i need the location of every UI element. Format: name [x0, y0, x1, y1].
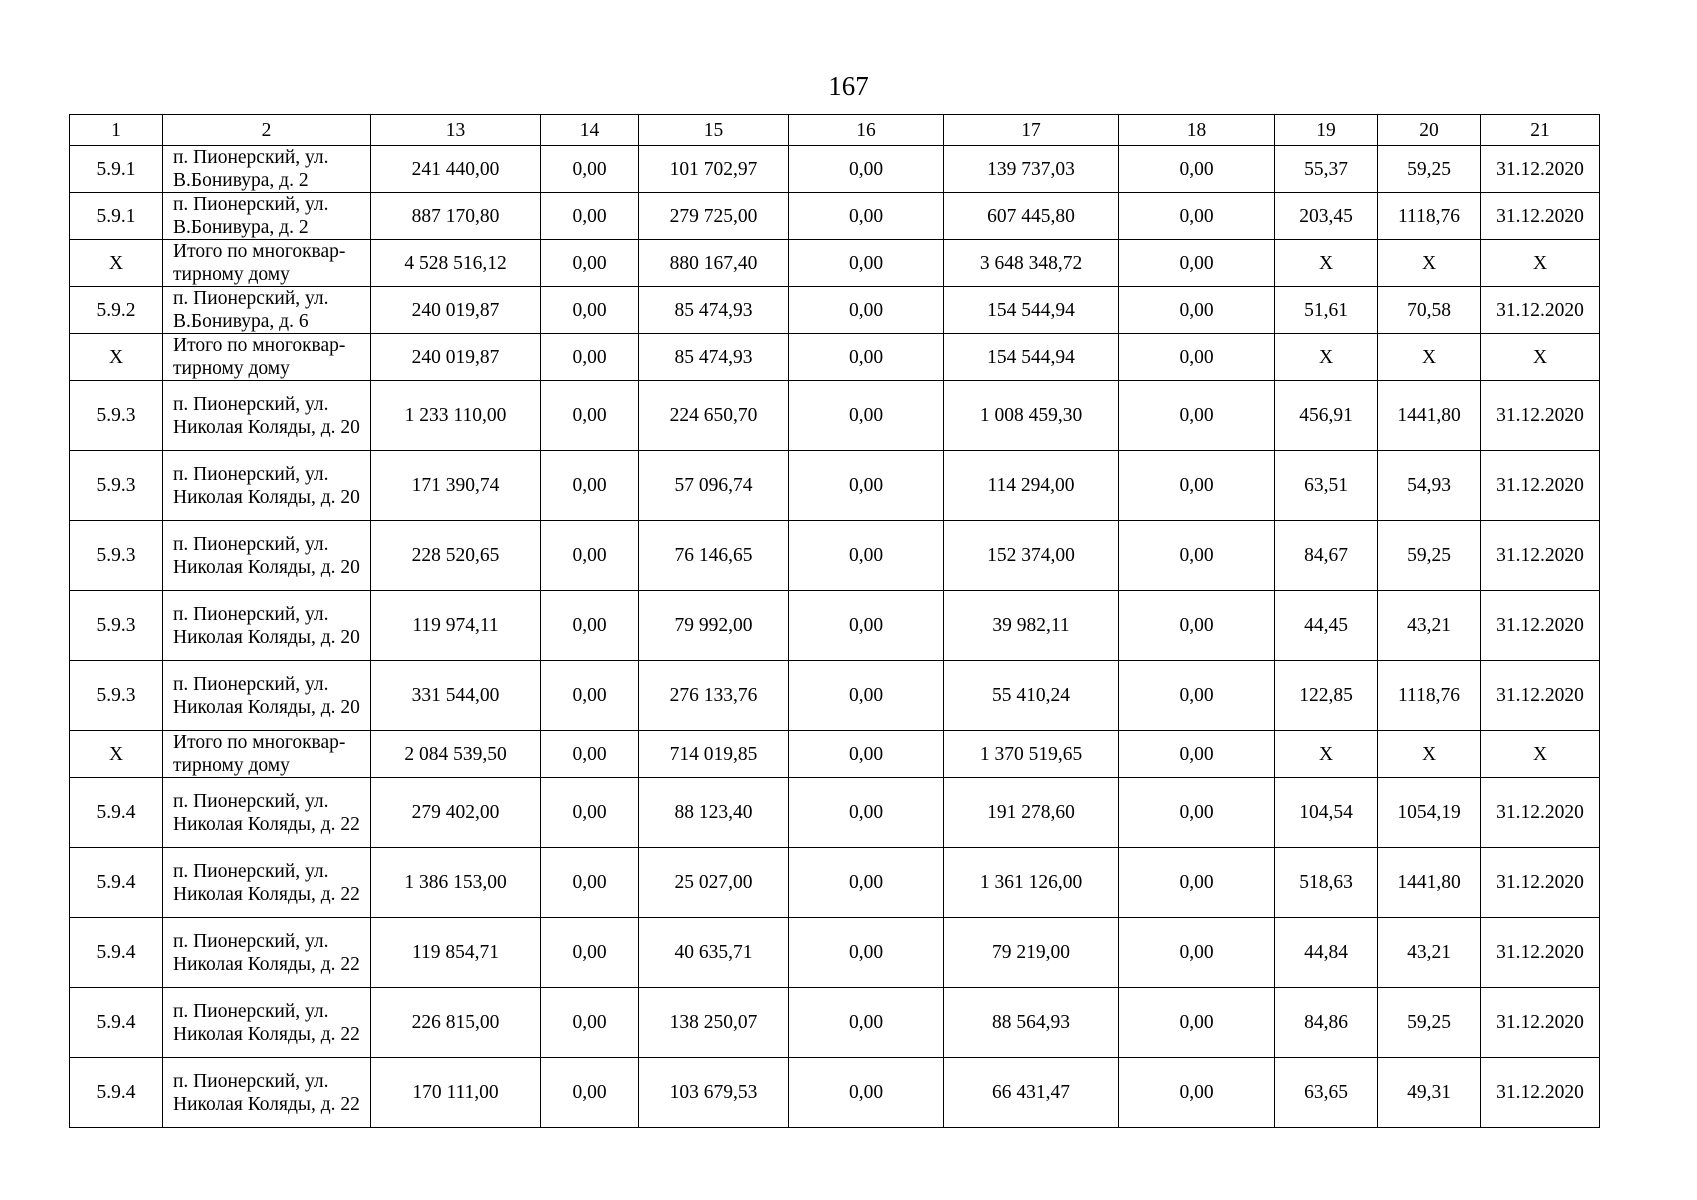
- cell-col-15: 88 123,40: [639, 778, 789, 848]
- cell-col-14: 0,00: [541, 918, 639, 988]
- cell-col-21: Х: [1481, 240, 1600, 287]
- cell-address: п. Пионерский, ул. Николая Коляды, д. 22: [163, 918, 371, 988]
- table-row: [70, 918, 1600, 988]
- cell-col-18: 0,00: [1119, 240, 1275, 287]
- table-row: [70, 778, 1600, 848]
- table-row: [70, 988, 1600, 1058]
- cell-col-17: 154 544,94: [944, 287, 1119, 334]
- cell-col-18: 0,00: [1119, 287, 1275, 334]
- page-number: 167: [828, 71, 869, 101]
- cell-col-13: 331 544,00: [371, 661, 541, 731]
- column-header-col-13: 13: [371, 115, 541, 146]
- cell-col-19: 122,85: [1275, 661, 1378, 731]
- cell-col-19: 44,45: [1275, 591, 1378, 661]
- cell-col-15: 101 702,97: [639, 146, 789, 193]
- cell-col-14: 0,00: [541, 381, 639, 451]
- cell-col-16: 0,00: [789, 988, 944, 1058]
- cell-row-number: 5.9.3: [70, 591, 163, 661]
- column-header-col-18: 18: [1119, 115, 1275, 146]
- cell-col-19: 104,54: [1275, 778, 1378, 848]
- cell-col-20: 1441,80: [1378, 848, 1481, 918]
- cell-col-20: 59,25: [1378, 988, 1481, 1058]
- cell-col-20: 49,31: [1378, 1058, 1481, 1128]
- cell-col-16: 0,00: [789, 381, 944, 451]
- cell-col-21: 31.12.2020: [1481, 1058, 1600, 1128]
- cell-col-19: Х: [1275, 240, 1378, 287]
- cell-col-13: 226 815,00: [371, 988, 541, 1058]
- cell-col-21: 31.12.2020: [1481, 918, 1600, 988]
- cell-col-18: 0,00: [1119, 778, 1275, 848]
- cell-row-number: 5.9.4: [70, 918, 163, 988]
- cell-address: п. Пионерский, ул. Николая Коляды, д. 20: [163, 381, 371, 451]
- cell-col-15: 224 650,70: [639, 381, 789, 451]
- cell-col-13: 119 854,71: [371, 918, 541, 988]
- cell-col-17: 1 361 126,00: [944, 848, 1119, 918]
- cell-col-20: 1054,19: [1378, 778, 1481, 848]
- cell-col-17: 88 564,93: [944, 988, 1119, 1058]
- cell-col-18: 0,00: [1119, 381, 1275, 451]
- cell-col-19: 203,45: [1275, 193, 1378, 240]
- cell-col-21: 31.12.2020: [1481, 381, 1600, 451]
- cell-address: п. Пионерский, ул. Николая Коляды, д. 20: [163, 521, 371, 591]
- column-header-col-16: 16: [789, 115, 944, 146]
- cell-address: п. Пионерский, ул. Николая Коляды, д. 22: [163, 1058, 371, 1128]
- cell-col-18: 0,00: [1119, 731, 1275, 778]
- cell-col-17: 3 648 348,72: [944, 240, 1119, 287]
- cell-col-21: Х: [1481, 731, 1600, 778]
- cell-col-17: 152 374,00: [944, 521, 1119, 591]
- cell-col-21: 31.12.2020: [1481, 193, 1600, 240]
- cell-row-number: 5.9.4: [70, 1058, 163, 1128]
- cell-address: п. Пионерский, ул. Николая Коляды, д. 20: [163, 661, 371, 731]
- cell-row-number: 5.9.3: [70, 661, 163, 731]
- cell-col-14: 0,00: [541, 287, 639, 334]
- cell-row-number: 5.9.1: [70, 146, 163, 193]
- column-header-col-21: 21: [1481, 115, 1600, 146]
- cell-col-14: 0,00: [541, 146, 639, 193]
- cell-col-21: 31.12.2020: [1481, 778, 1600, 848]
- cell-col-14: 0,00: [541, 1058, 639, 1128]
- data-table: [69, 114, 1600, 1128]
- cell-col-15: 25 027,00: [639, 848, 789, 918]
- cell-col-18: 0,00: [1119, 146, 1275, 193]
- cell-col-15: 85 474,93: [639, 287, 789, 334]
- cell-col-20: 43,21: [1378, 591, 1481, 661]
- cell-address: п. Пионерский, ул. Николая Коляды, д. 20: [163, 591, 371, 661]
- cell-col-17: 154 544,94: [944, 334, 1119, 381]
- column-header-row-number: 1: [70, 115, 163, 146]
- cell-col-13: 240 019,87: [371, 287, 541, 334]
- cell-col-18: 0,00: [1119, 521, 1275, 591]
- cell-col-21: 31.12.2020: [1481, 848, 1600, 918]
- cell-col-20: 1441,80: [1378, 381, 1481, 451]
- cell-col-16: 0,00: [789, 1058, 944, 1128]
- cell-row-number: Х: [70, 731, 163, 778]
- cell-row-number: 5.9.4: [70, 988, 163, 1058]
- cell-col-17: 139 737,03: [944, 146, 1119, 193]
- cell-col-16: 0,00: [789, 661, 944, 731]
- cell-col-15: 880 167,40: [639, 240, 789, 287]
- cell-col-14: 0,00: [541, 778, 639, 848]
- cell-col-20: 1118,76: [1378, 661, 1481, 731]
- cell-col-18: 0,00: [1119, 1058, 1275, 1128]
- table-row: [70, 521, 1600, 591]
- cell-address: п. Пионерский, ул. Николая Коляды, д. 20: [163, 451, 371, 521]
- cell-row-number: 5.9.3: [70, 381, 163, 451]
- cell-col-14: 0,00: [541, 848, 639, 918]
- cell-col-16: 0,00: [789, 778, 944, 848]
- cell-address: Итого по многоквар-тирному дому: [163, 240, 371, 287]
- cell-col-17: 191 278,60: [944, 778, 1119, 848]
- cell-col-14: 0,00: [541, 240, 639, 287]
- cell-row-number: Х: [70, 334, 163, 381]
- cell-col-18: 0,00: [1119, 193, 1275, 240]
- cell-col-15: 57 096,74: [639, 451, 789, 521]
- cell-row-number: 5.9.3: [70, 451, 163, 521]
- cell-col-19: 63,51: [1275, 451, 1378, 521]
- cell-col-19: 84,86: [1275, 988, 1378, 1058]
- table-row: [70, 193, 1600, 240]
- cell-row-number: 5.9.1: [70, 193, 163, 240]
- cell-col-20: Х: [1378, 240, 1481, 287]
- cell-col-20: 43,21: [1378, 918, 1481, 988]
- cell-address: п. Пионерский, ул. Николая Коляды, д. 22: [163, 848, 371, 918]
- cell-col-15: 276 133,76: [639, 661, 789, 731]
- cell-col-14: 0,00: [541, 193, 639, 240]
- column-header-col-19: 19: [1275, 115, 1378, 146]
- cell-col-21: 31.12.2020: [1481, 591, 1600, 661]
- cell-col-13: 1 233 110,00: [371, 381, 541, 451]
- cell-col-17: 607 445,80: [944, 193, 1119, 240]
- cell-col-19: Х: [1275, 731, 1378, 778]
- table-row: [70, 240, 1600, 287]
- cell-col-18: 0,00: [1119, 334, 1275, 381]
- cell-col-17: 114 294,00: [944, 451, 1119, 521]
- cell-col-16: 0,00: [789, 240, 944, 287]
- table-row: [70, 591, 1600, 661]
- cell-col-21: 31.12.2020: [1481, 146, 1600, 193]
- cell-col-20: 59,25: [1378, 521, 1481, 591]
- column-header-address: 2: [163, 115, 371, 146]
- cell-col-18: 0,00: [1119, 918, 1275, 988]
- cell-col-13: 171 390,74: [371, 451, 541, 521]
- cell-row-number: 5.9.4: [70, 848, 163, 918]
- cell-col-20: 54,93: [1378, 451, 1481, 521]
- column-header-col-17: 17: [944, 115, 1119, 146]
- cell-col-14: 0,00: [541, 661, 639, 731]
- cell-col-13: 2 084 539,50: [371, 731, 541, 778]
- cell-col-19: 456,91: [1275, 381, 1378, 451]
- cell-col-21: Х: [1481, 334, 1600, 381]
- cell-col-13: 1 386 153,00: [371, 848, 541, 918]
- cell-col-21: 31.12.2020: [1481, 661, 1600, 731]
- cell-col-19: 51,61: [1275, 287, 1378, 334]
- cell-col-19: 55,37: [1275, 146, 1378, 193]
- cell-address: п. Пионерский, ул. В.Бонивура, д. 2: [163, 193, 371, 240]
- cell-col-15: 138 250,07: [639, 988, 789, 1058]
- table-row: [70, 848, 1600, 918]
- cell-col-16: 0,00: [789, 731, 944, 778]
- cell-col-21: 31.12.2020: [1481, 521, 1600, 591]
- column-header-col-15: 15: [639, 115, 789, 146]
- cell-col-13: 170 111,00: [371, 1058, 541, 1128]
- cell-col-17: 1 370 519,65: [944, 731, 1119, 778]
- cell-col-13: 228 520,65: [371, 521, 541, 591]
- cell-col-13: 119 974,11: [371, 591, 541, 661]
- cell-col-18: 0,00: [1119, 661, 1275, 731]
- table-row: [70, 661, 1600, 731]
- cell-col-16: 0,00: [789, 334, 944, 381]
- table-row: [70, 381, 1600, 451]
- cell-col-18: 0,00: [1119, 451, 1275, 521]
- cell-col-21: 31.12.2020: [1481, 451, 1600, 521]
- cell-address: п. Пионерский, ул. В.Бонивура, д. 2: [163, 146, 371, 193]
- cell-address: п. Пионерский, ул. Николая Коляды, д. 22: [163, 988, 371, 1058]
- cell-col-13: 279 402,00: [371, 778, 541, 848]
- cell-col-13: 4 528 516,12: [371, 240, 541, 287]
- cell-col-17: 66 431,47: [944, 1058, 1119, 1128]
- cell-col-14: 0,00: [541, 988, 639, 1058]
- cell-col-16: 0,00: [789, 848, 944, 918]
- cell-col-18: 0,00: [1119, 848, 1275, 918]
- cell-col-16: 0,00: [789, 287, 944, 334]
- cell-col-21: 31.12.2020: [1481, 287, 1600, 334]
- cell-col-19: 84,67: [1275, 521, 1378, 591]
- column-header-col-20: 20: [1378, 115, 1481, 146]
- cell-col-17: 55 410,24: [944, 661, 1119, 731]
- cell-col-15: 40 635,71: [639, 918, 789, 988]
- cell-col-20: 70,58: [1378, 287, 1481, 334]
- cell-col-16: 0,00: [789, 918, 944, 988]
- cell-col-15: 103 679,53: [639, 1058, 789, 1128]
- table-row: [70, 1058, 1600, 1128]
- table-row: [70, 287, 1600, 334]
- cell-col-16: 0,00: [789, 521, 944, 591]
- cell-row-number: 5.9.3: [70, 521, 163, 591]
- cell-col-16: 0,00: [789, 146, 944, 193]
- cell-col-15: 279 725,00: [639, 193, 789, 240]
- cell-col-13: 240 019,87: [371, 334, 541, 381]
- cell-col-16: 0,00: [789, 591, 944, 661]
- cell-col-20: Х: [1378, 731, 1481, 778]
- cell-col-15: 85 474,93: [639, 334, 789, 381]
- cell-col-19: 63,65: [1275, 1058, 1378, 1128]
- cell-col-14: 0,00: [541, 591, 639, 661]
- table-row: [70, 334, 1600, 381]
- table-row: [70, 146, 1600, 193]
- cell-row-number: 5.9.2: [70, 287, 163, 334]
- cell-col-19: Х: [1275, 334, 1378, 381]
- cell-col-20: Х: [1378, 334, 1481, 381]
- cell-col-17: 79 219,00: [944, 918, 1119, 988]
- cell-col-13: 887 170,80: [371, 193, 541, 240]
- cell-col-18: 0,00: [1119, 591, 1275, 661]
- cell-address: Итого по многоквар-тирному дому: [163, 334, 371, 381]
- cell-col-17: 39 982,11: [944, 591, 1119, 661]
- table-row: [70, 451, 1600, 521]
- cell-address: Итого по многоквар-тирному дому: [163, 731, 371, 778]
- cell-col-20: 59,25: [1378, 146, 1481, 193]
- cell-col-13: 241 440,00: [371, 146, 541, 193]
- cell-col-16: 0,00: [789, 451, 944, 521]
- cell-address: п. Пионерский, ул. Николая Коляды, д. 22: [163, 778, 371, 848]
- cell-col-15: 76 146,65: [639, 521, 789, 591]
- cell-address: п. Пионерский, ул. В.Бонивура, д. 6: [163, 287, 371, 334]
- cell-col-15: 714 019,85: [639, 731, 789, 778]
- cell-row-number: Х: [70, 240, 163, 287]
- table-row: [70, 731, 1600, 778]
- cell-col-14: 0,00: [541, 334, 639, 381]
- cell-col-19: 44,84: [1275, 918, 1378, 988]
- cell-col-16: 0,00: [789, 193, 944, 240]
- cell-col-21: 31.12.2020: [1481, 988, 1600, 1058]
- cell-col-17: 1 008 459,30: [944, 381, 1119, 451]
- header-row: [70, 115, 1600, 146]
- cell-col-14: 0,00: [541, 731, 639, 778]
- cell-col-18: 0,00: [1119, 988, 1275, 1058]
- cell-col-20: 1118,76: [1378, 193, 1481, 240]
- cell-col-14: 0,00: [541, 451, 639, 521]
- column-header-col-14: 14: [541, 115, 639, 146]
- table-body: [70, 115, 1600, 1128]
- cell-col-14: 0,00: [541, 521, 639, 591]
- cell-col-15: 79 992,00: [639, 591, 789, 661]
- cell-col-19: 518,63: [1275, 848, 1378, 918]
- cell-row-number: 5.9.4: [70, 778, 163, 848]
